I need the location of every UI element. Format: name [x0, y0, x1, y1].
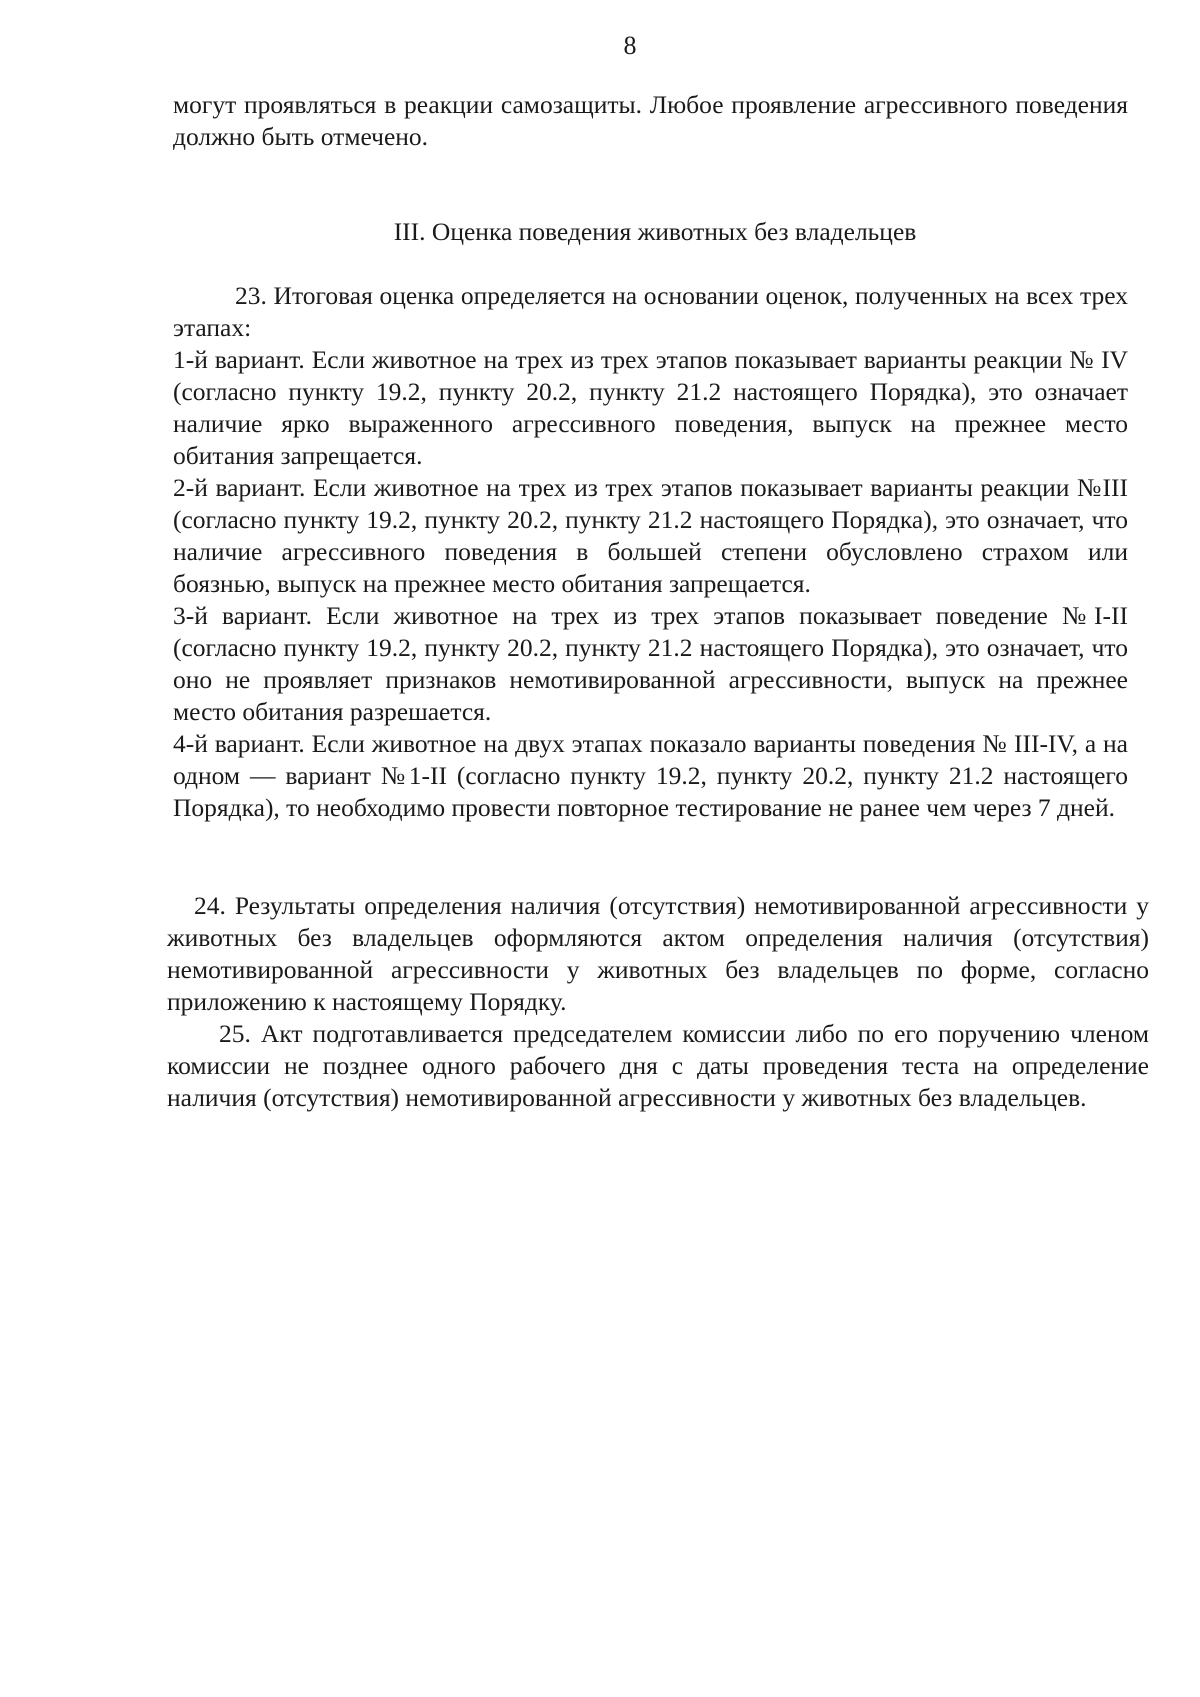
continuation-paragraph: могут проявляться в реакции самозащиты. Любое проявление агрессивного поведения должно быть отмечено.: [173, 90, 1128, 151]
section-heading: III. Оценка поведения животных без владельцев: [393, 217, 917, 246]
item-23-intro: 23. Итоговая оценка определяется на основании оценок, полученных на всех трех этапах:: [173, 281, 1128, 342]
items-24-25: [167, 890, 1149, 1114]
page-number: 8: [623, 31, 637, 60]
item-23-variant-4: 4-й вариант. Если животное на двух этапах показало варианты поведения № III-IV, а на одном — вариант №1-II (согласно пункту 19.2, пункту 20.2, пункту 21.2 настоящего Порядка), то необходимо провести повторное тестирование не ранее чем через 7 дней.: [173, 729, 1128, 822]
item-23-variant-1: 1-й вариант. Если животное на трех из трех этапов показывает варианты реакции № IV (согласно пункту 19.2, пункту 20.2, пункту 21.2 настоящего Порядка), это означает наличие ярко выраженного агрессивного поведения, выпуск на прежнее место обитания запрещается.: [173, 345, 1128, 470]
item-24: 24. Результаты определения наличия (отсутствия) немотивированной агрессивности у животных без владельцев оформляются актом определения наличия (отсутствия) немотивированной агрессивности у животных без владельцев по форме, согласно приложению к настоящему Порядку.: [167, 891, 1149, 1016]
item-25: 25. Акт подготавливается председателем комиссии либо по его поручению членом комиссии не позднее одного рабочего дня с даты проведения теста на определение наличия (отсутствия) немотивированной агрессивности у животных без владельцев.: [167, 1019, 1149, 1112]
item-23-variant-2: 2-й вариант. Если животное на трех из трех этапов показывает варианты реакции №III (согласно пункту 19.2, пункту 20.2, пункту 21.2 настоящего Порядка), это означает, что наличие агрессивного поведения в большей степени обусловлено страхом или боязнью, выпуск на прежнее место обитания запрещается.: [173, 473, 1128, 598]
item-23-variant-3: 3-й вариант. Если животное на трех из трех этапов показывает поведение №I-II (согласно пункту 19.2, пункту 20.2, пункту 21.2 настоящего Порядка), это означает, что оно не проявляет признаков немотивированной агрессивности, выпуск на прежнее место обитания разрешается.: [173, 601, 1128, 726]
item-23: [173, 280, 1128, 824]
